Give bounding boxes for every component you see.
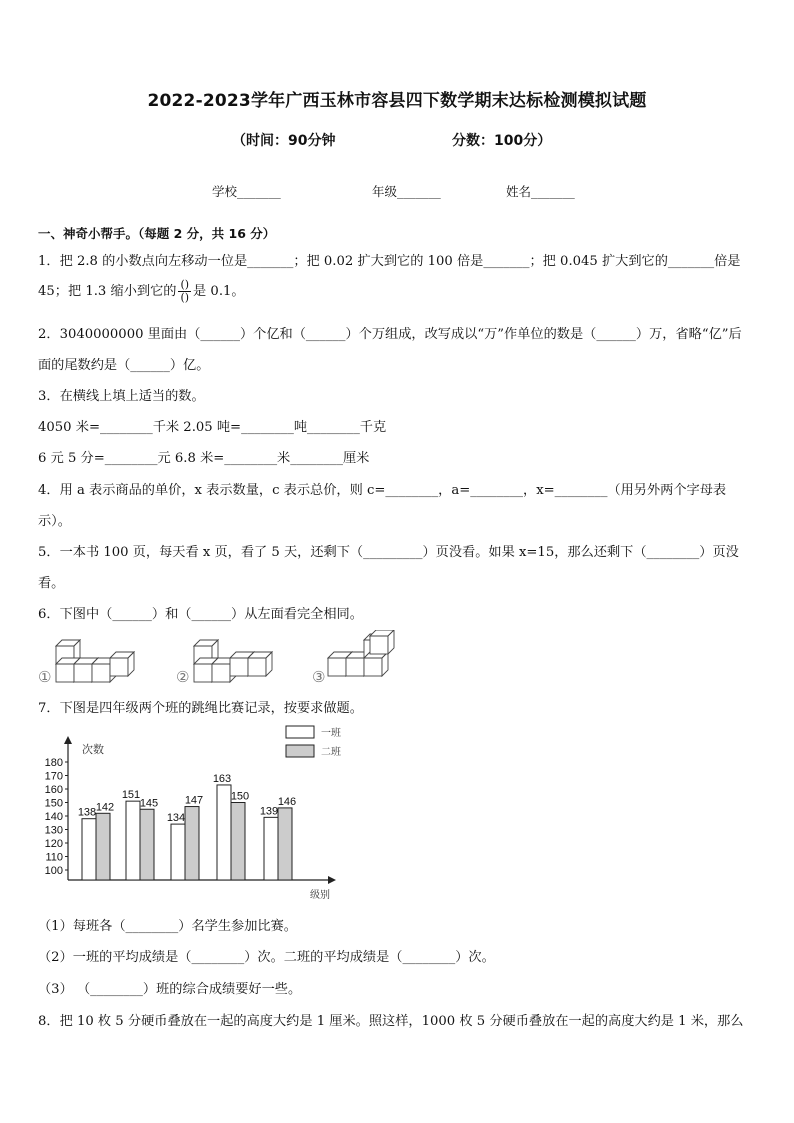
bar-label: 139 bbox=[259, 805, 279, 818]
legend-label-1: 一班 bbox=[321, 728, 341, 739]
bar-2-4 bbox=[231, 803, 245, 881]
question-6: 6．下图中（______）和（______）从左面看完全相同。 bbox=[38, 607, 363, 622]
y-tick-label: 160 bbox=[44, 784, 63, 796]
question-2-line-1: 2．3040000000 里面由（______）个亿和（______）个万组成，改写成以“万”作单位的数是（______）万，省略“亿”后 bbox=[38, 327, 742, 342]
y-tick-label: 130 bbox=[44, 824, 63, 837]
question-7: 7．下图是四年级两个班的跳绳比赛记录，按要求做题。 bbox=[38, 701, 363, 716]
figure-label-2: ② bbox=[176, 669, 190, 686]
y-tick-label: 120 bbox=[44, 838, 63, 850]
bar-1-1 bbox=[82, 819, 96, 880]
question-8: 8．把 10 枚 5 分硬币叠放在一起的高度大约是 1 厘米。照这样，1000 枚 5 分硬币叠放在一起的高度大约是 1 米，那么 bbox=[38, 1014, 744, 1029]
question-5-line-2: 看。 bbox=[38, 576, 65, 591]
question-1-text-a: 45；把 1.3 缩小到它的 bbox=[38, 284, 177, 299]
legend-label-2: 二班 bbox=[321, 747, 341, 758]
y-tick-label: 140 bbox=[44, 811, 63, 823]
y-tick-label: 170 bbox=[44, 770, 63, 783]
cube-figure-2 bbox=[176, 640, 272, 686]
question-7-sub-2: （2）一班的平均成绩是（________）次。二班的平均成绩是（________）次。 bbox=[38, 950, 495, 965]
fraction bbox=[178, 279, 191, 304]
question-2-line-2: 面的尾数约是（______）亿。 bbox=[38, 358, 210, 373]
bar-label: 147 bbox=[184, 794, 204, 807]
bar-label: 150 bbox=[230, 790, 250, 803]
exam-time: （时间：90分钟 bbox=[232, 133, 336, 149]
y-tick-label: 110 bbox=[45, 851, 63, 864]
bar-label: 163 bbox=[212, 772, 232, 785]
bar-1-4 bbox=[217, 785, 231, 880]
figure-label-1: ① bbox=[38, 669, 52, 686]
question-1-text-b: 是 0.1。 bbox=[193, 284, 245, 299]
exam-score: 分数：100分） bbox=[452, 133, 552, 149]
question-4-line-1: 4．用 a 表示商品的单价，x 表示数量，c 表示总价，则 c=________，a=________，x=________（用另外两个字母表 bbox=[38, 483, 727, 498]
y-tick-label: 150 bbox=[44, 797, 63, 810]
question-3-row-2: 6 元 5 分=________元 6.8 米=________米________厘米 bbox=[38, 451, 370, 466]
question-3: 3．在横线上填上适当的数。 bbox=[38, 389, 205, 404]
grade-field: 年级_______ bbox=[372, 184, 441, 199]
cube-figure-3 bbox=[312, 630, 394, 686]
bar-label: 146 bbox=[277, 795, 297, 808]
name-field: 姓名_______ bbox=[506, 184, 575, 199]
y-tick-label: 100 bbox=[44, 865, 63, 877]
question-7-sub-1: （1）每班各（________）名学生参加比赛。 bbox=[38, 919, 297, 934]
y-axis-label: 次数 bbox=[82, 744, 104, 756]
fraction-numerator: () bbox=[180, 278, 190, 291]
section-heading: 一、神奇小帮手。（每题 2 分，共 16 分） bbox=[38, 226, 276, 241]
question-1-line-2 bbox=[38, 279, 245, 304]
question-7-sub-3: （3） （________）班的综合成绩要好一些。 bbox=[38, 982, 302, 997]
bar-1-2 bbox=[126, 801, 140, 880]
x-axis-arrow bbox=[328, 876, 336, 884]
page-title: 2022-2023学年广西玉林市容县四下数学期末达标检测模拟试题 bbox=[147, 91, 647, 111]
bar-label: 138 bbox=[77, 806, 97, 819]
bar-label: 142 bbox=[95, 801, 115, 814]
bar-2-3 bbox=[185, 807, 199, 880]
school-field: 学校_______ bbox=[212, 184, 281, 199]
question-1-line-1: 1．把 2.8 的小数点向左移动一位是_______；把 0.02 扩大到它的 100 倍是_______；把 0.045 扩大到它的_______倍是 bbox=[38, 254, 741, 269]
cube-figure-1 bbox=[38, 640, 134, 686]
bar-2-5 bbox=[278, 808, 292, 880]
bar-1-3 bbox=[171, 824, 185, 880]
bar-2-1 bbox=[96, 813, 110, 880]
legend-swatch-1 bbox=[286, 726, 314, 738]
bar-label: 145 bbox=[139, 797, 159, 810]
bar-1-5 bbox=[264, 817, 278, 880]
x-axis-label: 级别 bbox=[310, 890, 330, 901]
question-4-line-2: 示）。 bbox=[38, 514, 71, 529]
y-axis-arrow bbox=[64, 736, 72, 744]
fraction-denominator: () bbox=[180, 291, 190, 304]
bar-label: 134 bbox=[166, 812, 186, 825]
y-tick-label: 180 bbox=[44, 757, 63, 769]
figure-label-3: ③ bbox=[312, 669, 326, 686]
jump-rope-chart bbox=[34, 722, 354, 906]
cube-figures bbox=[36, 630, 406, 688]
bar-2-2 bbox=[140, 809, 154, 880]
bar-label: 151 bbox=[121, 789, 141, 802]
legend-swatch-2 bbox=[286, 745, 314, 757]
question-3-row-1: 4050 米=________千米 2.05 吨=________吨________千克 bbox=[38, 420, 387, 435]
question-5-line-1: 5．一本书 100 页，每天看 x 页，看了 5 天，还剩下（_________）页没看。如果 x=15，那么还剩下（________）页没 bbox=[38, 545, 739, 560]
